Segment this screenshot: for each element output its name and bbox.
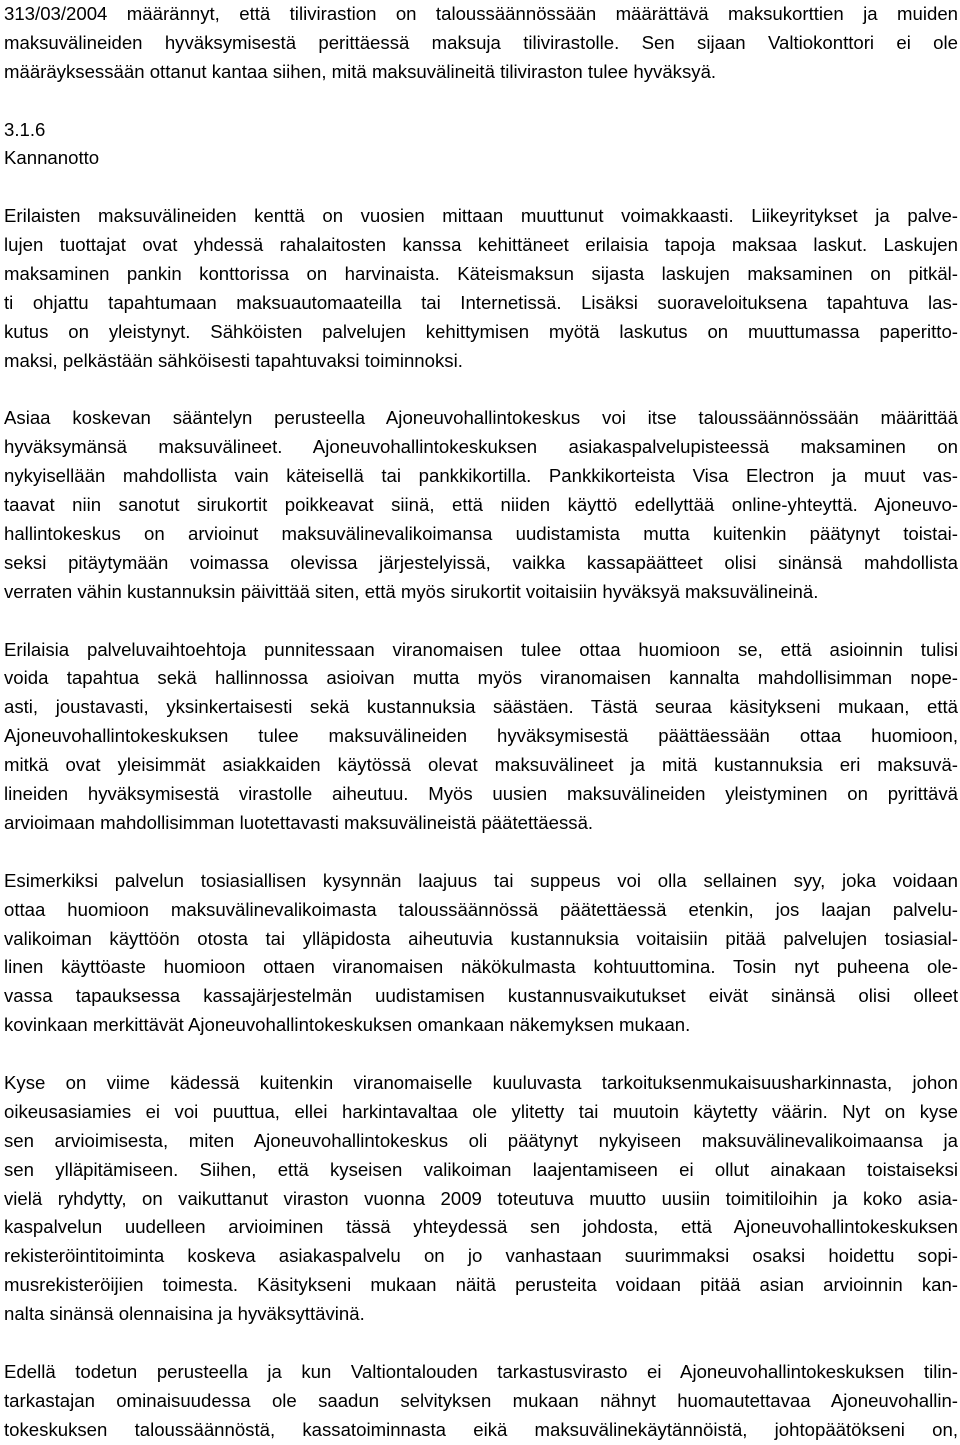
text-line: asti, joustavasti, yksinkertaisesti sekä kustannuksia säästäen. Tästä seuraa käsitykseni mukaan, että xyxy=(4,696,958,718)
text-line: ottaa huomioon maksuvälinevalikoimasta taloussäännössä päätettäessä etenkin, jos laajan palvelu- xyxy=(4,898,958,920)
text-line: Kyse on viime kädessä kuitenkin viranomaiselle kuuluvasta tarkoituksenmukaisuusharkinnasta, johon xyxy=(4,1071,958,1093)
paragraph-1 xyxy=(4,202,958,375)
text-line: mitkä ovat yleisimmät asiakkaiden käytössä olevat maksuvälineet ja mitä kustannuksia eri maksuvä- xyxy=(4,754,958,776)
paragraph-6 xyxy=(4,1358,958,1445)
paragraph-gap xyxy=(4,173,958,202)
text-line: sen arvioimisesta, miten Ajoneuvohallintokeskus oli päätynyt nykyiseen maksuvälinevalikoimaansa ja xyxy=(4,1129,958,1151)
intro-paragraph xyxy=(4,0,958,87)
text-line: Edellä todetun perusteella ja kun Valtiontalouden tarkastusvirasto ei Ajoneuvohallintokeskuksen tilin- xyxy=(4,1360,958,1382)
paragraph-gap xyxy=(4,607,958,636)
text-line: tarkastajan ominaisuudessa ole saadun selvityksen mukaan nähnyt huomautettavaa Ajoneuvohallin- xyxy=(4,1389,958,1411)
section-heading xyxy=(4,116,958,174)
text-line: rekisteröintitoiminta koskeva asiakaspalvelu on jo vanhastaan suurimmaksi osaksi hoidettu sopi- xyxy=(4,1245,958,1267)
paragraph-gap xyxy=(4,1329,958,1358)
text-line: vassa tapauksessa kassajärjestelmän uudistamisen kustannusvaikutukset eivät sinänsä olisi olleet xyxy=(4,985,958,1007)
text-line: taavat niin sanotut sirukortit poikkeavat siinä, että niiden käyttö edellyttää online-yhteyttä. Ajoneuvo- xyxy=(4,494,958,516)
text-line: sen ylläpitämiseen. Siihen, että kyseisen valikoiman laajentamiseen ei ollut ainakaan toistaiseksi xyxy=(4,1158,958,1180)
text-line: vielä ryhdytty, on vaikuttanut viraston vuonna 2009 toteutuva muutto uusiin toimitiloihin ja koko asia- xyxy=(4,1187,958,1209)
text-line: verraten vähin kustannuksin päivittää siten, että myös sirukortit voitaisiin hyväksyä maksuvälineinä. xyxy=(4,580,819,602)
text-line: kutus on yleistynyt. Sähköisten palvelujen kehittymisen myötä laskutus on muuttumassa paperitto- xyxy=(4,320,958,342)
text-line: Erilaisten maksuvälineiden kenttä on vuosien mittaan muuttunut voimakkaasti. Liikeyritykset ja palve- xyxy=(4,205,958,227)
text-line: Ajoneuvohallintokeskuksen tulee maksuvälineiden hyväksymisestä päättäessään ottaa huomioon, xyxy=(4,725,958,747)
text-line: ti ohjattu tapahtumaan maksuautomaateilla tai Internetissä. Lisäksi suoraveloituksena tapahtuva las- xyxy=(4,291,958,313)
paragraph-gap xyxy=(4,1040,958,1069)
text-line: maksuvälineiden hyväksymisestä perittäessä maksuja tilivirastolle. Sen sijaan Valtiokonttori ei ole xyxy=(4,31,958,53)
paragraph-gap xyxy=(4,376,958,405)
paragraph-2 xyxy=(4,404,958,606)
text-line: Erilaisia palveluvaihtoehtoja punnitessaan viranomaisen tulee ottaa huomioon se, että asioinnin tulisi xyxy=(4,638,958,660)
text-line: kovinkaan merkittävät Ajoneuvohallintokeskuksen omankaan näkemyksen mukaan. xyxy=(4,1014,691,1036)
text-line: hyväksymänsä maksuvälineet. Ajoneuvohallintokeskuksen asiakaspalvelupisteessä maksaminen on xyxy=(4,436,958,458)
paragraph-gap xyxy=(4,838,958,867)
paragraph-4 xyxy=(4,867,958,1040)
text-line: linen käyttöaste huomioon ottaen viranomaisen näkökulmasta kohtuuttomina. Tosin nyt puheena ole- xyxy=(4,956,958,978)
text-line: seksi pitäytymään voimassa olevissa järjestelyissä, vaikka kassapäätteet olisi sinänsä mahdollista xyxy=(4,551,958,573)
text-line: nalta sinänsä olennaisina ja hyväksyttävinä. xyxy=(4,1303,365,1325)
text-line: tokeskuksen taloussäännöstä, kassatoiminnasta eikä maksuvälinekäytännöistä, johtopäätökseni on, xyxy=(4,1418,958,1440)
text-line: määräyksessään ottanut kantaa siihen, mitä maksuvälineitä tiliviraston tulee hyväksyä. xyxy=(4,60,717,82)
paragraph-3 xyxy=(4,636,958,838)
text-line: hallintokeskus on arvioinut maksuvälinevalikoimansa uudistamista mutta kuitenkin päätynyt toistai- xyxy=(4,523,958,545)
text-line: valikoiman käyttöön otosta tai ylläpidosta aiheutuvia kustannuksia voitaisiin pitää palvelujen tosiasial- xyxy=(4,927,958,949)
text-line: kaspalvelun uudelleen arvioiminen tässä yhteydessä sen johdosta, että Ajoneuvohallintokeskuksen xyxy=(4,1216,958,1238)
section-number: 3.1.6 xyxy=(4,118,46,140)
text-line: Asiaa koskevan sääntelyn perusteella Ajoneuvohallintokeskus voi itse taloussäännössään määrittää xyxy=(4,407,958,429)
text-line: lineiden hyväksymisestä virastolle aiheutuu. Myös uusien maksuvälineiden yleistyminen on pyrittävä xyxy=(4,783,958,805)
text-line: maksaminen pankin konttorissa on harvinaista. Käteismaksun sijasta laskujen maksaminen on pitkäl- xyxy=(4,263,958,285)
text-line: musrekisteröijien toimesta. Käsitykseni mukaan näitä perusteita voidaan pitää asian arvioinnin kan- xyxy=(4,1274,958,1296)
paragraph-gap xyxy=(4,87,958,116)
text-line: 313/03/2004 määrännyt, että tilivirastion on taloussäännössään määrättävä maksukorttien ja muiden xyxy=(4,3,958,24)
text-line: arvioimaan mahdollisimman luotettavasti maksuvälineistä päätettäessä. xyxy=(4,811,594,833)
text-line: nykyisellään mahdollista vain käteisellä tai pankkikortilla. Pankkikorteista Visa Electron ja muut vas- xyxy=(4,465,958,487)
text-line: voida tapahtua sekä hallinnossa asioivan mutta myös viranomaisen kannalta mahdollisimman nope- xyxy=(4,667,958,689)
text-line: Esimerkiksi palvelun tosiasiallisen kysynnän laajuus tai suppeus voi olla sellainen syy, joka voidaan xyxy=(4,869,958,891)
text-line: oikeusasiamies ei voi puuttua, ellei harkintavaltaa ole ylitetty tai muutoin käytetty väärin. Nyt on kyse xyxy=(4,1100,958,1122)
paragraph-5 xyxy=(4,1069,958,1329)
text-line: lujen tuottajat ovat yhdessä rahalaitosten kanssa kehittäneet erilaisia tapoja maksaa laskut. Laskujen xyxy=(4,234,958,256)
section-title: Kannanotto xyxy=(4,147,100,169)
text-line: maksi, pelkästään sähköisesti tapahtuvaksi toiminnoksi. xyxy=(4,349,463,371)
